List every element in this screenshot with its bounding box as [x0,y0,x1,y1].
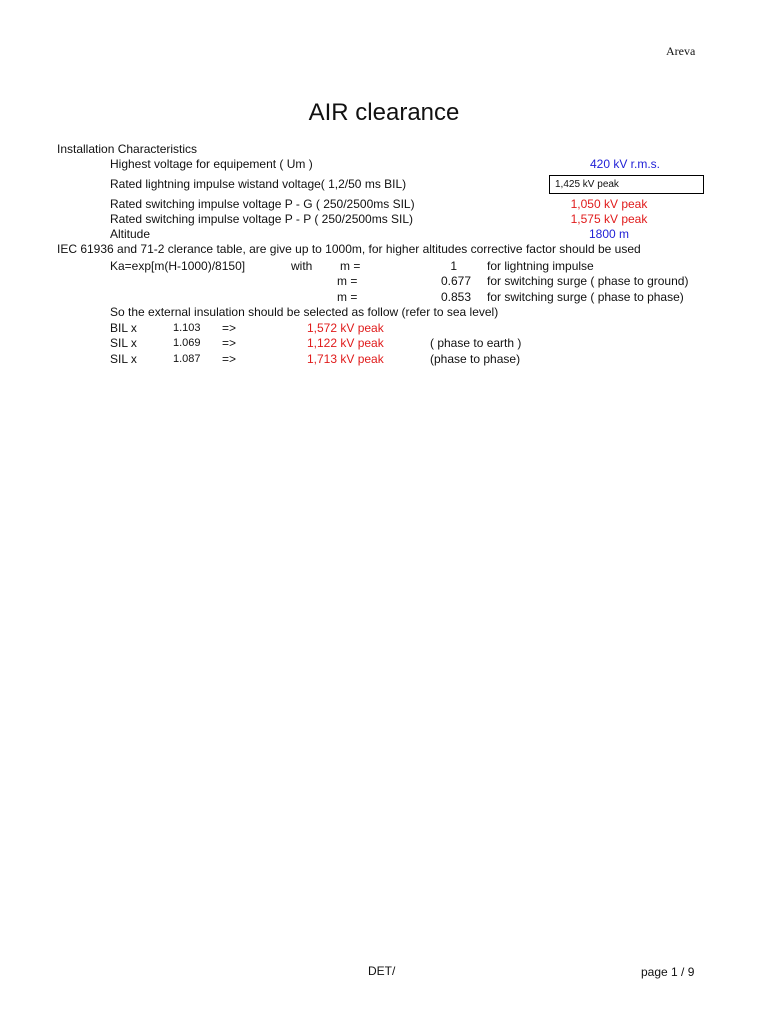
row-altitude-value: 1800 m [588,227,630,241]
ext-row-3-value: 1,713 kV peak [307,352,384,366]
row-sil-pg-value: 1,050 kV peak [570,197,648,211]
company-name: Areva [666,44,696,58]
m-desc-2: for switching surge ( phase to ground) [487,274,689,288]
m-label-3: m = [337,290,358,304]
row-um-value: 420 kV r.m.s. [589,157,661,171]
m-label-2: m = [337,274,358,288]
bil-value-box: 1,425 kV peak [549,175,704,194]
ext-row-1-label: BIL x [110,321,137,335]
row-sil-pp-value: 1,575 kV peak [570,212,648,226]
external-intro: So the external insulation should be selected as follow (refer to sea level) [110,305,499,319]
ext-row-1-value: 1,572 kV peak [307,321,384,335]
ext-row-3-factor: 1.087 [173,353,201,365]
m-desc-3: for switching surge ( phase to phase) [487,290,684,304]
ext-row-3-arrow: => [222,352,237,366]
row-sil-pg-label: Rated switching impulse voltage P - G ( 250/2500ms SIL) [110,197,415,211]
row-altitude-label: Altitude [110,227,151,241]
iec-note: IEC 61936 and 71-2 clerance table, are give up to 1000m, for higher altitudes corrective factor should be used [57,242,641,256]
m-value-1: 1 [450,259,457,273]
ext-row-2-label: SIL x [110,336,137,350]
footer-center: DET/ [368,964,396,978]
m-value-2: 0.677 [440,274,471,288]
row-um-label: Highest voltage for equipement ( Um ) [110,157,313,171]
page-title: AIR clearance [308,99,460,126]
ext-row-2-factor: 1.069 [173,337,201,349]
ext-row-3-label: SIL x [110,352,137,366]
row-bil-label: Rated lightning impulse wistand voltage( 1,2/50 ms BIL) [110,177,407,191]
ext-row-1-factor: 1.103 [173,322,201,334]
m-value-3: 0.853 [440,290,471,304]
formula-with: with [291,259,313,273]
m-label-1: m = [340,259,361,273]
ext-row-2-note: ( phase to earth ) [430,336,522,350]
ext-row-2-arrow: => [222,336,237,350]
ext-row-1-arrow: => [222,321,237,335]
m-desc-1: for lightning impulse [487,259,594,273]
ext-row-3-note: (phase to phase) [430,352,521,366]
section-heading: Installation Characteristics [57,142,198,156]
ext-row-2-value: 1,122 kV peak [307,336,384,350]
page-number: page 1 / 9 [641,965,695,979]
formula-expression: Ka=exp[m(H-1000)/8150] [110,259,246,273]
row-sil-pp-label: Rated switching impulse voltage P - P ( 250/2500ms SIL) [110,212,414,226]
